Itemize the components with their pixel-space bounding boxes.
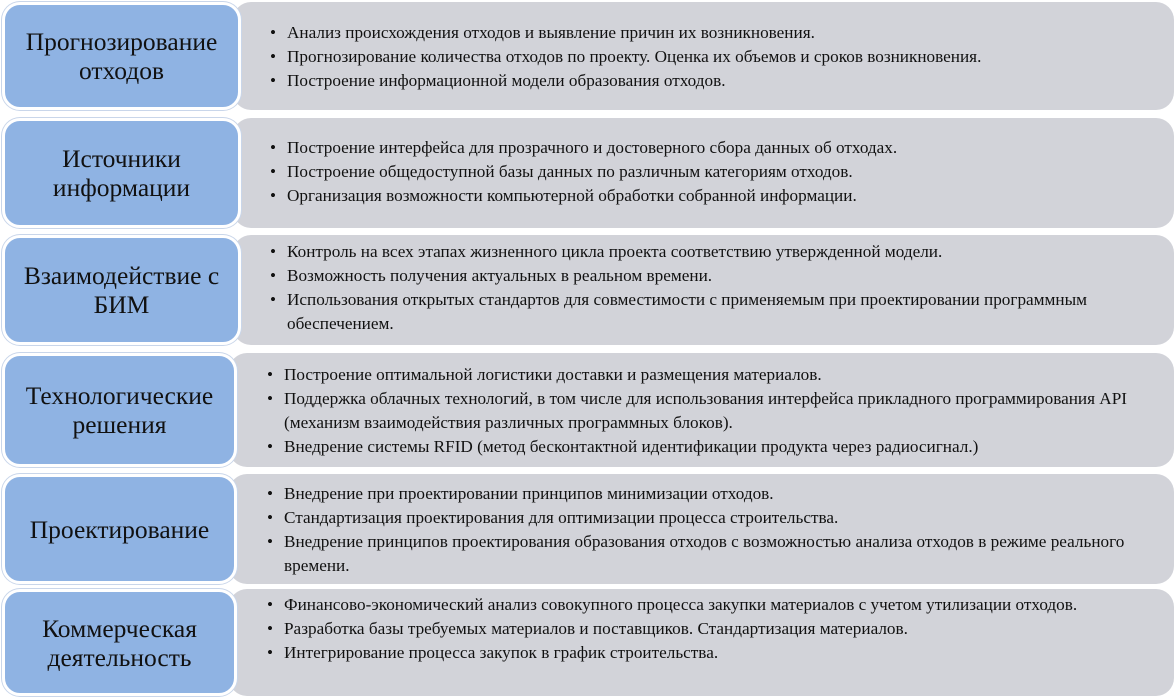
category-label bbox=[2, 589, 237, 696]
bullet-item: • Построение интерфейса для прозрачного и достоверного сбора данных об отходах. bbox=[270, 136, 1144, 160]
bullet-item: • Стандартизация проектирования для оптимизации процесса строительства. bbox=[267, 506, 1144, 530]
diagram-row bbox=[0, 474, 1175, 584]
bullet-item: • Разработка базы требуемых материалов и поставщиков. Стандартизация материалов. bbox=[267, 617, 1144, 641]
bullet-list bbox=[270, 136, 1144, 208]
bullet-item: • Внедрение при проектировании принципов минимизации отходов. bbox=[267, 482, 1144, 506]
bullet-item: • Использования открытых стандартов для совместимости с применяемым при проектировании программным обеспечением. bbox=[270, 288, 1144, 336]
category-label bbox=[2, 118, 241, 228]
category-label-text: Прогнозирование отходов bbox=[25, 27, 218, 85]
bullet-list bbox=[270, 21, 1144, 93]
category-label bbox=[2, 353, 237, 467]
diagram-row bbox=[0, 118, 1175, 228]
bullet-list bbox=[270, 240, 1144, 336]
row-details-box bbox=[233, 118, 1174, 228]
category-label-text: Коммерческая деятельность bbox=[42, 613, 197, 672]
bullet-list bbox=[267, 482, 1144, 578]
bullet-item: • Построение оптимальной логистики доставки и размещения материалов. bbox=[267, 363, 1144, 387]
row-details-box bbox=[229, 474, 1174, 584]
bullet-item: • Построение общедоступной базы данных по различным категориям отходов. bbox=[270, 160, 1144, 184]
bullet-item: • Возможность получения актуальных в реальном времени. bbox=[270, 264, 1144, 288]
diagram-row bbox=[0, 589, 1175, 696]
row-details-box bbox=[233, 235, 1174, 345]
category-label-text: Источники информации bbox=[52, 144, 191, 202]
bullet-item: • Внедрение системы RFID (метод бесконтактной идентификации продукта через радиосигнал.) bbox=[267, 435, 1144, 459]
bullet-list bbox=[267, 363, 1144, 459]
bullet-item: • Финансово-экономический анализ совокупного процесса закупки материалов с учетом утилизации отходов. bbox=[267, 593, 1144, 617]
bullet-item: • Прогнозирование количества отходов по проекту. Оценка их объемов и сроков возникновения. bbox=[270, 45, 1144, 69]
category-label-text: Проектирование bbox=[29, 514, 210, 544]
diagram-row bbox=[0, 2, 1175, 110]
row-details-box bbox=[229, 353, 1174, 467]
category-label bbox=[2, 2, 241, 110]
bullet-item: • Поддержка облачных технологий, в том числе для использования интерфейса прикладного программирования API (механизм взаимодействия различных программных блоков). bbox=[267, 387, 1144, 435]
diagram-row bbox=[0, 353, 1175, 467]
category-label-text: Взаимодействие с БИМ bbox=[23, 261, 220, 319]
category-label-text: Технологические решения bbox=[25, 381, 214, 439]
bullet-item: • Контроль на всех этапах жизненного цикла проекта соответствию утвержденной модели. bbox=[270, 240, 1144, 264]
category-label bbox=[2, 235, 241, 345]
bullet-item: • Интегрирование процесса закупок в график строительства. bbox=[267, 641, 1144, 665]
row-details-box bbox=[229, 589, 1174, 696]
bullet-item: • Построение информационной модели образования отходов. bbox=[270, 69, 1144, 93]
bullet-item: • Внедрение принципов проектирования образования отходов с возможностью анализа отходов в режиме реального времени. bbox=[267, 530, 1144, 578]
bullet-list bbox=[267, 593, 1144, 665]
diagram-row bbox=[0, 235, 1175, 345]
bullet-item: • Анализ происхождения отходов и выявление причин их возникновения. bbox=[270, 21, 1144, 45]
row-details-box bbox=[233, 2, 1174, 110]
category-label bbox=[2, 474, 237, 584]
bullet-item: • Организация возможности компьютерной обработки собранной информации. bbox=[270, 184, 1144, 208]
